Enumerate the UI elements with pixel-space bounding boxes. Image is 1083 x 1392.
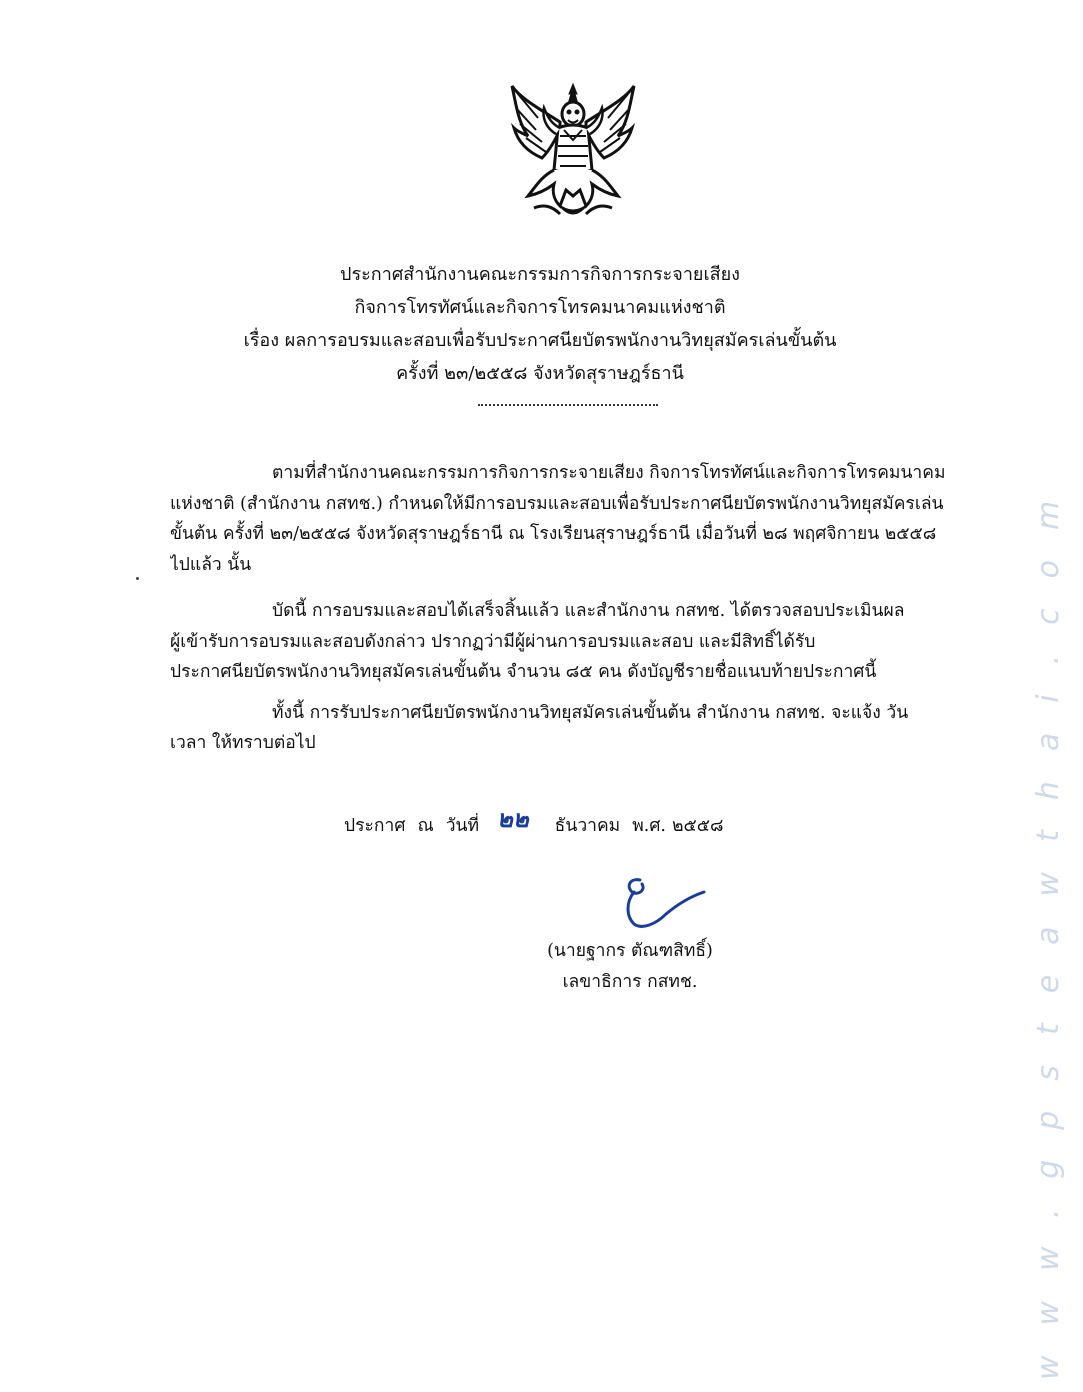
- date-at: ณ: [417, 816, 434, 836]
- paragraph-1-line-1: ตามที่สำนักงานคณะกรรมการกิจการกระจายเสียง กิจการโทรทัศน์และกิจการโทรคมนาคม: [272, 463, 946, 483]
- paragraph-1-line-2: แห่งชาติ (สำนักงาน กสทช.) กำหนดให้มีการอบรมและสอบเพื่อรับประกาศนียบัตรพนักงานวิทยุสมัครเล่น: [170, 493, 944, 514]
- garuda-emblem-icon: [498, 78, 648, 228]
- paragraph-2-line-3: ประกาศนียบัตรพนักงานวิทยุสมัครเล่นขั้นต้น จำนวน ๘๕ คน ดังบัญชีรายชื่อแนบท้ายประกาศนี้: [170, 662, 877, 682]
- date-year: ๒๕๕๘: [672, 816, 724, 836]
- signer-name: (นายฐากร ตัณฑสิทธิ์): [547, 941, 713, 961]
- paragraph-3-line-2: เวลา ให้ทราบต่อไป: [170, 733, 316, 753]
- paragraph-1-line-4: ไปแล้ว นั้น: [170, 554, 252, 575]
- handwritten-day: ๒๒: [497, 805, 529, 833]
- paragraph-2-line-1: บัดนี้ การอบรมและสอบได้เสร็จสิ้นแล้ว และสำนักงาน กสทช. ได้ตรวจสอบประเมินผล: [272, 601, 905, 621]
- paragraph-1-line-3: ขั้นต้น ครั้งที่ ๒๓/๒๕๕๘ จังหวัดสุราษฎร์ธานี ณ โรงเรียนสุราษฎร์ธานี เมื่อวันที่ ๒๘ พฤศจิกายน ๒๕๕๘: [170, 524, 937, 544]
- date-month: ธันวาคม: [554, 816, 621, 836]
- header-line-1: ประกาศสำนักงานคณะกรรมการกิจการกระจายเสียง: [340, 264, 740, 285]
- subject-line: เรื่อง ผลการอบรมและสอบเพื่อรับประกาศนียบัตรพนักงานวิทยุสมัครเล่นขั้นต้น: [243, 330, 837, 351]
- dotted-divider: [478, 404, 658, 406]
- signer-title: เลขาธิการ กสทช.: [562, 972, 698, 992]
- header-line-2: กิจการโทรทัศน์และกิจการโทรคมนาคมแห่งชาติ: [354, 297, 726, 318]
- announcement-body: [170, 458, 970, 759]
- paragraph-2-line-2: ผู้เข้ารับการอบรมและสอบดังกล่าว ปรากฏว่ามีผู้ผ่านการอบรมและสอบ และมีสิทธิ์ได้รับ: [170, 631, 816, 652]
- paragraph-3-line-1: ทั้งนี้ การรับประกาศนียบัตรพนักงานวิทยุสมัครเล่นขั้นต้น สำนักงาน กสทช. จะแจ้ง วัน: [272, 702, 909, 723]
- site-watermark: [1030, 40, 1070, 1380]
- date-day-label: วันที่: [445, 816, 480, 836]
- date-era: พ.ศ.: [632, 816, 666, 836]
- date-prefix: ประกาศ: [344, 816, 406, 836]
- svg-text:www.gpsteawthai.com: www.gpsteawthai.com: [1031, 470, 1066, 1380]
- signature-mark: [612, 872, 708, 932]
- announcement-date: [344, 805, 724, 841]
- signer-block: [540, 936, 720, 998]
- scan-speck: [136, 577, 139, 580]
- session-line: ครั้งที่ ๒๓/๒๕๕๘ จังหวัดสุราษฎร์ธานี: [396, 363, 684, 384]
- announcement-header: [150, 258, 930, 390]
